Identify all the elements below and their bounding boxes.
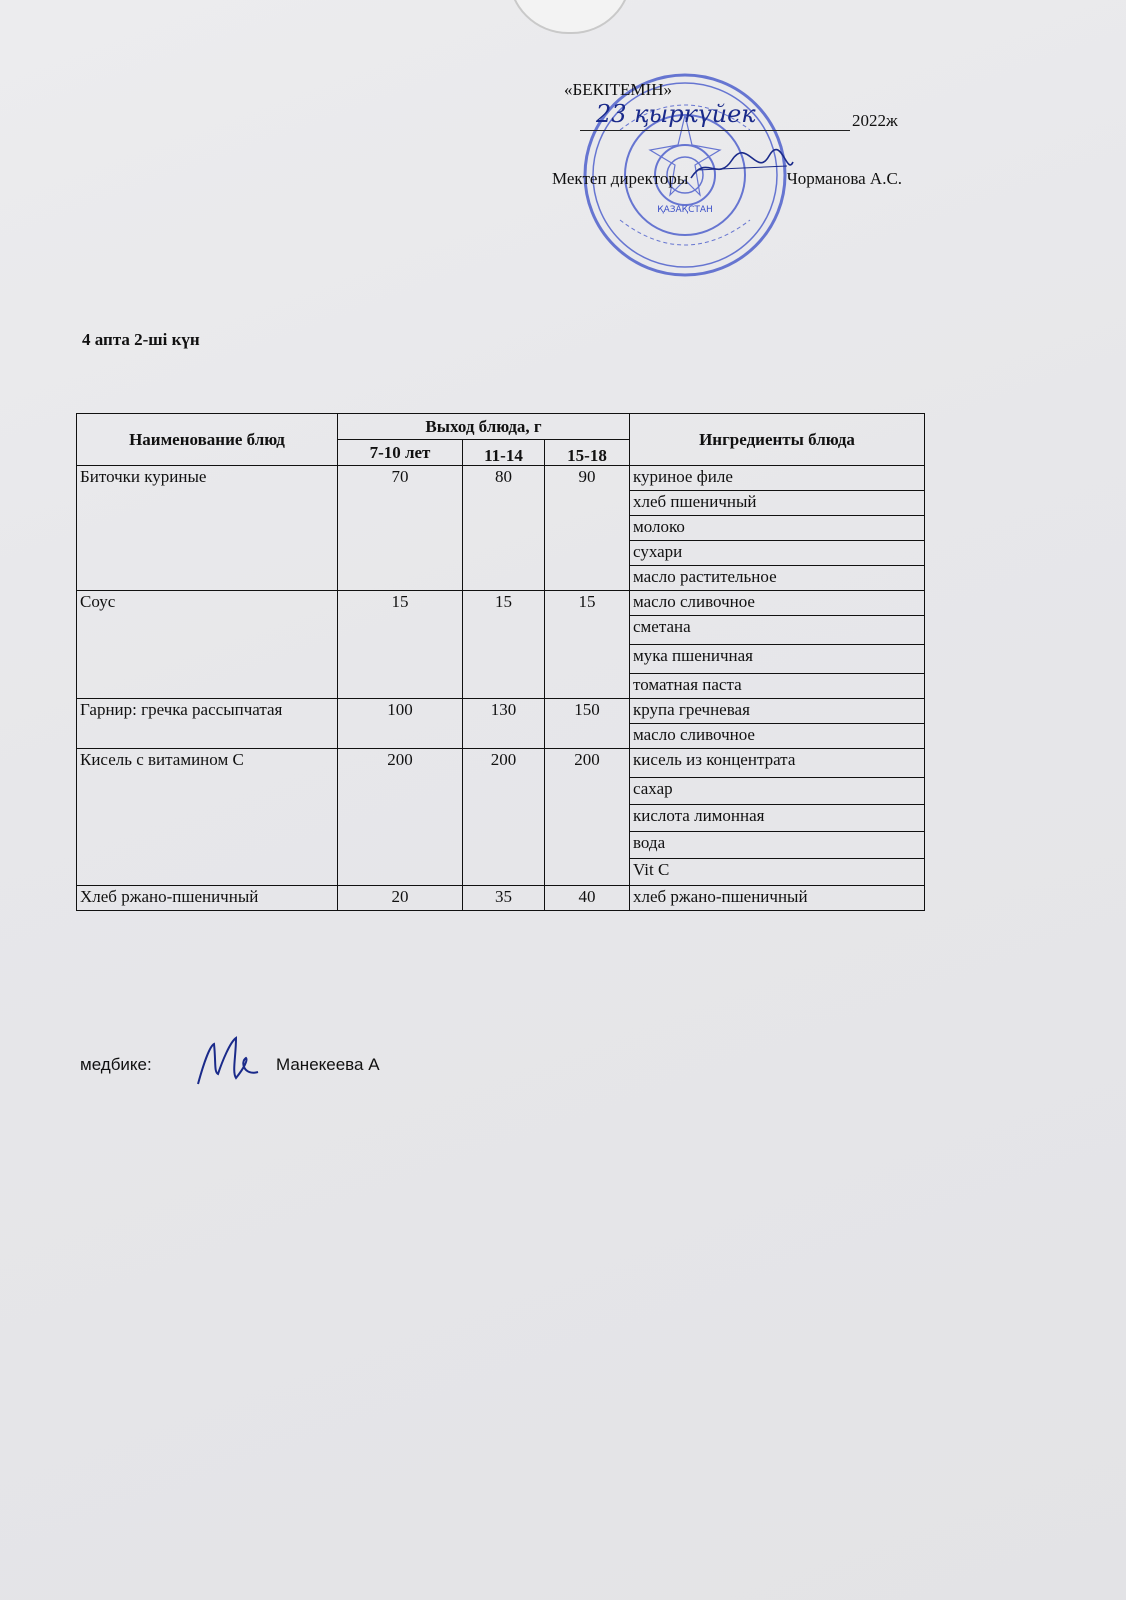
dish-output-7-10: 100 — [338, 699, 463, 749]
dish-output-11-14: 15 — [463, 591, 545, 699]
day-title: 4 апта 2-ші күн — [82, 330, 200, 349]
dish-name: Гарнир: гречка рассыпчатая — [77, 699, 338, 749]
ingredient: масло сливочное — [630, 591, 925, 616]
dish-output-15-18: 150 — [545, 699, 630, 749]
binder-clip — [508, 0, 632, 34]
ingredient: крупа гречневая — [630, 699, 925, 724]
approval-date — [580, 100, 910, 131]
dish-output-11-14: 35 — [463, 886, 545, 911]
director-position: Мектеп директоры — [552, 169, 689, 188]
ingredient: куриное филе — [630, 466, 925, 491]
ingredient: вода — [630, 832, 925, 859]
approval-title: «БЕКІТЕМІН» — [564, 80, 672, 99]
ingredient: масло сливочное — [630, 724, 925, 749]
director-name: Чорманова А.С. — [786, 169, 903, 188]
ingredient: масло растительное — [630, 566, 925, 591]
ingredient: томатная паста — [630, 674, 925, 699]
ingredient: кисель из концентрата — [630, 749, 925, 778]
header-age-15-18: 15-18 — [545, 440, 630, 466]
dish-output-11-14: 130 — [463, 699, 545, 749]
header-ingredients: Ингредиенты блюда — [630, 414, 925, 466]
ingredient: молоко — [630, 516, 925, 541]
dish-name: Соус — [77, 591, 338, 699]
dish-name: Биточки куриные — [77, 466, 338, 591]
director-line — [552, 164, 902, 189]
dish-output-11-14: 80 — [463, 466, 545, 591]
menu-table — [76, 413, 925, 911]
dish-output-15-18: 200 — [545, 749, 630, 886]
ingredient: хлеб пшеничный — [630, 491, 925, 516]
ingredient: сухари — [630, 541, 925, 566]
nurse-signature — [192, 1032, 262, 1092]
ingredient: сахар — [630, 778, 925, 805]
director-signature — [693, 164, 783, 184]
ingredient: сметана — [630, 616, 925, 645]
stamp-text: ҚАЗАҚСТАН — [657, 205, 713, 215]
dish-output-11-14: 200 — [463, 749, 545, 886]
nurse-label: медбике: — [80, 1055, 152, 1074]
header-age-11-14: 11-14 — [463, 440, 545, 466]
dish-output-7-10: 20 — [338, 886, 463, 911]
dish-output-15-18: 15 — [545, 591, 630, 699]
nurse-line — [80, 1055, 380, 1075]
dish-output-7-10: 15 — [338, 591, 463, 699]
dish-name: Кисель с витамином С — [77, 749, 338, 886]
dish-output-15-18: 90 — [545, 466, 630, 591]
nurse-name: Манекеева А — [276, 1055, 380, 1074]
ingredient: Vit C — [630, 859, 925, 886]
header-output: Выход блюда, г — [338, 414, 630, 440]
dish-output-7-10: 200 — [338, 749, 463, 886]
dish-name: Хлеб ржано-пшеничный — [77, 886, 338, 911]
header-dish-name: Наименование блюд — [77, 414, 338, 466]
header-age-7-10: 7-10 лет — [338, 440, 463, 466]
dish-output-7-10: 70 — [338, 466, 463, 591]
ingredient: мука пшеничная — [630, 645, 925, 674]
ingredient: хлеб ржано-пшеничный — [630, 886, 925, 911]
handwritten-date: 23 қыркүйек — [596, 100, 756, 128]
dish-output-15-18: 40 — [545, 886, 630, 911]
approval-year: 2022ж — [852, 111, 898, 130]
approval-block — [540, 70, 980, 270]
ingredient: кислота лимонная — [630, 805, 925, 832]
